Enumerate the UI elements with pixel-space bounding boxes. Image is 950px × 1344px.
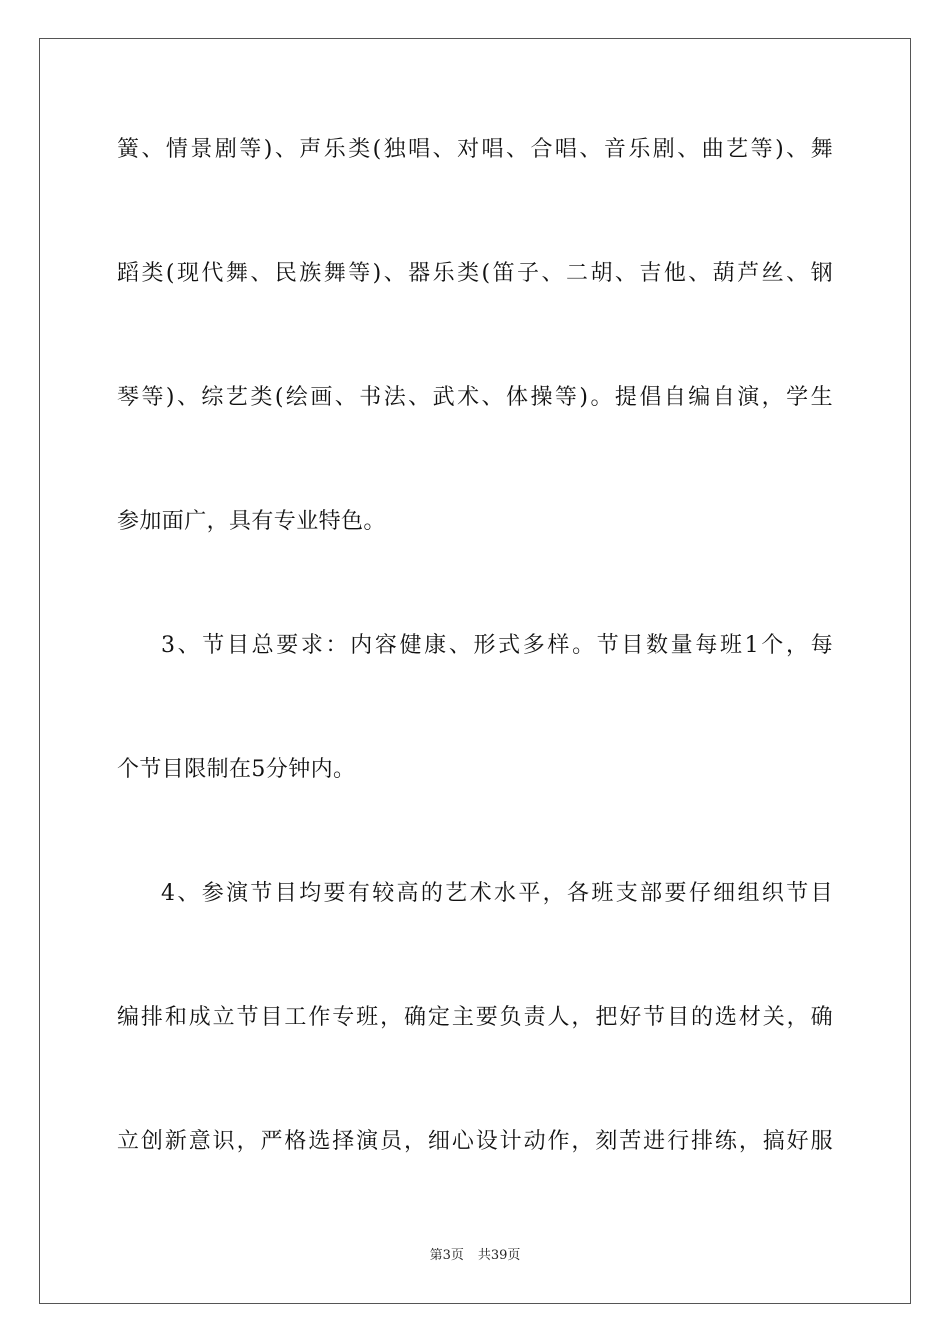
page-footer xyxy=(0,1247,950,1265)
page-total: 共39页 xyxy=(477,1248,521,1263)
page-border xyxy=(39,38,911,1304)
page-number: 第3页 xyxy=(429,1248,464,1263)
text-line-9: 立创新意识，严格选择演员，细心设计动作，刻苦进行排练，搞好服 xyxy=(117,1129,833,1154)
text-line-8: 编排和成立节目工作专班，确定主要负责人，把好节目的选材关，确 xyxy=(117,1005,833,1030)
text-line-7: 4、参演节目均要有较高的艺术水平，各班支部要仔细组织节目 xyxy=(161,881,833,906)
text-line-5: 3、节目总要求：内容健康、形式多样。节目数量每班1个，每 xyxy=(161,633,833,658)
text-line-6: 个节目限制在5分钟内。 xyxy=(117,757,356,782)
text-line-1: 簧、情景剧等)、声乐类(独唱、对唱、合唱、音乐剧、曲艺等)、舞 xyxy=(117,137,833,162)
text-line-4: 参加面广，具有专业特色。 xyxy=(117,509,386,534)
text-line-3: 琴等)、综艺类(绘画、书法、武术、体操等)。提倡自编自演，学生 xyxy=(117,385,833,410)
text-line-2: 蹈类(现代舞、民族舞等)、器乐类(笛子、二胡、吉他、葫芦丝、钢 xyxy=(117,261,833,286)
